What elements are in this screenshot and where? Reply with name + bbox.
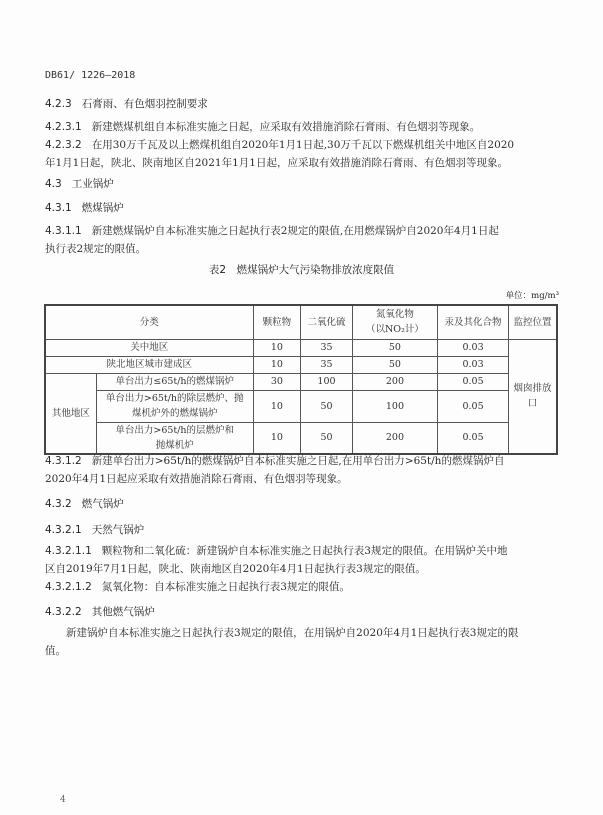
table-row	[45, 390, 557, 422]
cell-nox: 200	[352, 422, 437, 454]
table-row	[45, 339, 557, 356]
table-row	[45, 422, 557, 454]
page-number: 4	[60, 795, 66, 805]
row-category: 单台出力>65t/h的除层燃炉、抛 煤机炉外的燃煤锅炉	[96, 390, 253, 422]
header-hg: 汞及其化合物	[438, 305, 509, 339]
emission-limits-table	[44, 304, 558, 455]
cell-nox: 50	[352, 339, 437, 356]
row-category: 单台出力>65t/h的层燃炉和 抛煤机炉	[96, 422, 253, 454]
paragraph-4-3-2-1-1: 4.3.2.1.1 颗粒物和二氧化硫：新建锅炉自本标准实施之日起执行表3规定的限值。在用锅炉关中地 区自2019年7月1日起，陕北、陕南地区自2020年4月1日起执行表3规定的限值。	[45, 545, 508, 575]
row-group-other-region: 其他地区	[45, 373, 96, 454]
document-id: DB61/ 1226—2018	[45, 70, 136, 81]
cell-pm: 10	[253, 422, 301, 454]
table-caption: 表2 燃煤锅炉大气污染物排放浓度限值	[208, 264, 395, 276]
table-row	[45, 356, 557, 373]
row-category: 关中地区	[45, 339, 253, 356]
section-heading-4-3: 4.3 工业锅炉	[45, 178, 114, 190]
cell-nox: 200	[352, 373, 437, 390]
section-heading-4-2-3: 4.2.3 石膏雨、有色烟羽控制要求	[45, 98, 208, 110]
paragraph-4-2-3-2: 4.2.3.2 在用30万千瓦及以上燃煤机组自2020年1月1日起,30万千瓦以下燃煤机组关中地区自2020 年1月1日起，陕北、陕南地区自2021年1月1日起，应采取有效措施消除石膏雨、有色烟羽等现象。	[45, 139, 515, 169]
cell-hg: 0.03	[438, 356, 509, 373]
paragraph-4-3-2-2: 新建锅炉自本标准实施之日起执行表3规定的限值，在用锅炉自2020年4月1日起执行表3规定的限 值。	[45, 627, 519, 657]
cell-so2: 35	[301, 356, 353, 373]
header-category: 分类	[45, 305, 253, 339]
cell-so2: 50	[301, 422, 353, 454]
section-heading-4-3-2-1: 4.3.2.1 天然气锅炉	[45, 524, 145, 536]
row-category: 单台出力≤65t/h的燃煤锅炉	[96, 373, 253, 390]
cell-hg: 0.05	[438, 390, 509, 422]
cell-hg: 0.05	[438, 373, 509, 390]
paragraph-4-3-1-2: 4.3.1.2 新建单台出力>65t/h的燃煤锅炉自本标准实施之日起,在用单台出力>65t/h的燃煤锅炉自 2020年4月1日起应采取有效措施消除石膏雨、有色烟羽等现象。	[45, 455, 505, 485]
cell-so2: 50	[301, 390, 353, 422]
cell-pm: 30	[253, 373, 301, 390]
paragraph-4-3-1-1: 4.3.1.1 新建燃煤锅炉自本标准实施之日起执行表2规定的限值,在用燃煤锅炉自2020年4月1日起 执行表2规定的限值。	[45, 225, 499, 255]
cell-pm: 10	[253, 339, 301, 356]
header-monitor: 监控位置	[509, 305, 557, 339]
header-so2: 二氧化硫	[301, 305, 353, 339]
cell-pm: 10	[253, 390, 301, 422]
cell-hg: 0.03	[438, 339, 509, 356]
cell-so2: 35	[301, 339, 353, 356]
section-heading-4-3-1: 4.3.1 燃煤锅炉	[45, 202, 124, 214]
cell-so2: 100	[301, 373, 353, 390]
row-category: 陕北地区城市建成区	[45, 356, 253, 373]
cell-nox: 100	[352, 390, 437, 422]
section-heading-4-3-2: 4.3.2 燃气锅炉	[45, 498, 124, 510]
paragraph-4-2-3-1: 4.2.3.1 新建燃煤机组自本标准实施之日起，应采取有效措施消除石膏雨、有色烟羽等现象。	[45, 121, 481, 133]
section-heading-4-3-2-2: 4.3.2.2 其他燃气锅炉	[45, 606, 155, 618]
table-unit: 单位：mg/m³	[505, 291, 559, 301]
cell-monitor: 烟囱排放 口	[509, 339, 557, 454]
paragraph-4-3-2-1-2: 4.3.2.1.2 氮氧化物：自本标准实施之日起执行表3规定的限值。	[45, 581, 350, 593]
header-pm: 颗粒物	[253, 305, 301, 339]
cell-nox: 50	[352, 356, 437, 373]
cell-hg: 0.05	[438, 422, 509, 454]
table-header-row	[45, 305, 557, 339]
table-row	[45, 373, 557, 390]
header-nox: 氮氧化物 （以NO₂计）	[352, 305, 437, 339]
cell-pm: 10	[253, 356, 301, 373]
